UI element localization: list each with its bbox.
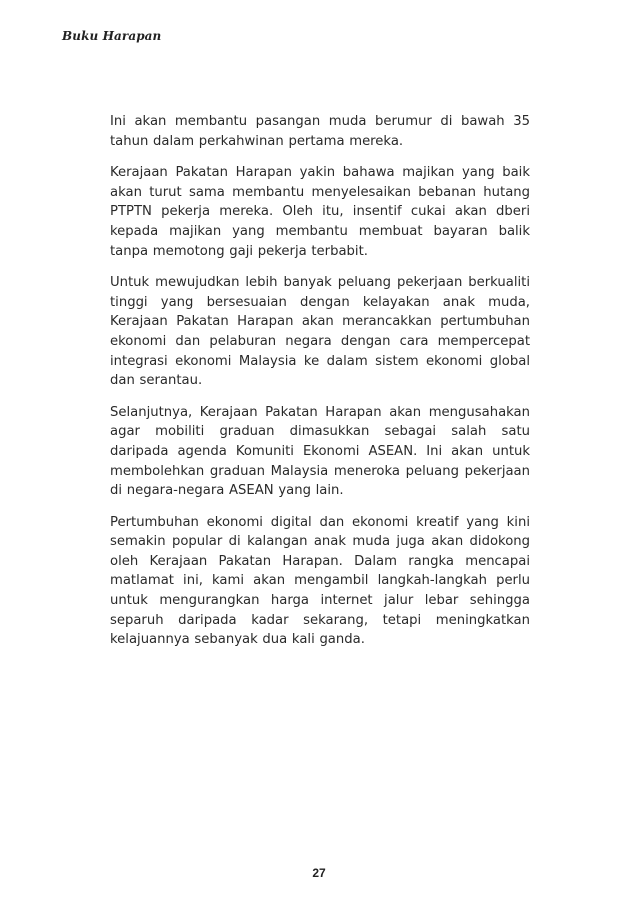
page-number: 27	[312, 866, 326, 880]
paragraph-5: Pertumbuhan ekonomi digital dan ekonomi kreatif yang kini semakin popular di kalangan anak muda juga akan didokong oleh Kerajaan Pakatan Harapan. Dalam rangka mencapai matlamat ini, kami akan mengambil langkah-langkah perlu untuk mengurangkan harga internet jalur lebar sehingga separuh daripada kadar sekarang, tetapi meningkatkan kelajuannya sebanyak dua kali ganda.	[110, 514, 530, 648]
paragraph-1: Ini akan membantu pasangan muda berumur di bawah 35 tahun dalam perkahwinan pertama mereka.	[110, 114, 530, 149]
body-text	[110, 112, 530, 662]
running-header-title: Buku Harapan	[62, 29, 162, 43]
paragraph-3: Untuk mewujudkan lebih banyak peluang pekerjaan berkualiti tinggi yang bersesuaian dengan kelayakan anak muda, Kerajaan Pakatan Harapan akan merancakkan pertumbuhan ekonomi dan pelaburan negara dengan cara mempercepat integrasi ekonomi Malaysia ke dalam sistem ekonomi global dan serantau.	[110, 275, 530, 389]
paragraph-2: Kerajaan Pakatan Harapan yakin bahawa majikan yang baik akan turut sama membantu menyelesaikan bebanan hutang PTPTN pekerja mereka. Oleh itu, insentif cukai akan dberi kepada majikan yang membantu membuat bayaran balik tanpa memotong gaji pekerja terbabit.	[110, 165, 530, 259]
paragraph-4: Selanjutnya, Kerajaan Pakatan Harapan akan mengusahakan agar mobiliti graduan dimasukkan sebagai salah satu daripada agenda Komuniti Ekonomi ASEAN. Ini akan untuk membolehkan graduan Malaysia meneroka peluang pekerjaan di negara-negara ASEAN yang lain.	[110, 404, 530, 499]
